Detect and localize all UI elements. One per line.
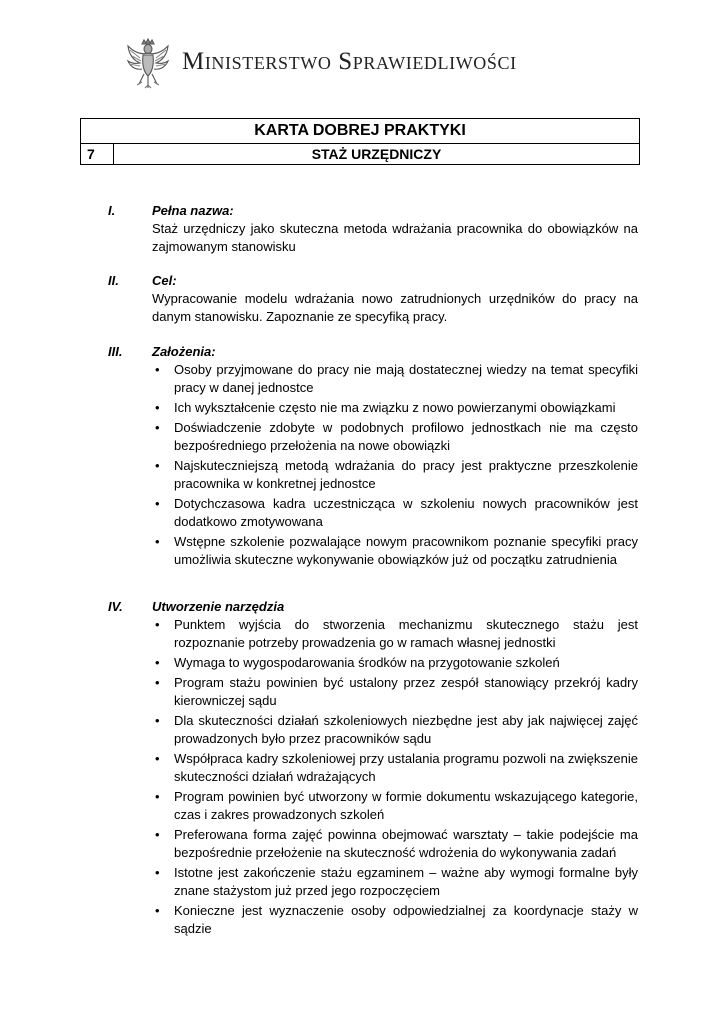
ministry-name: Ministerstwo Sprawiedliwości	[182, 48, 517, 75]
bullet-icon: •	[155, 751, 160, 766]
bullet-icon: •	[155, 789, 160, 804]
bullet-icon: •	[155, 903, 160, 918]
section-text: Wypracowanie modelu wdrażania nowo zatrudnionych urzędników do pracy na danym stanowisku. Zapoznanie ze specyfiką pracy.	[152, 291, 638, 324]
list-item: • Osoby przyjmowane do pracy nie mają dostatecznej wiedzy na temat specyfiki pracy w danej jednostce	[155, 362, 638, 395]
bullet-icon: •	[155, 713, 160, 728]
bullet-icon: •	[155, 400, 160, 415]
section-numeral: II.	[108, 273, 119, 288]
document-title: KARTA DOBREJ PRAKTYKI	[81, 119, 640, 144]
title-box	[80, 118, 640, 165]
section-numeral: I.	[108, 203, 116, 218]
bullet-icon: •	[155, 865, 160, 880]
list-item: • Dotychczasowa kadra uczestnicząca w szkoleniu nowych pracowników jest dodatkowo zmotywowana	[155, 496, 638, 529]
section-title: Utworzenie narzędzia	[152, 599, 285, 614]
list-item: • Wstępne szkolenie pozwalające nowym pracownikom poznanie specyfiki pracy umożliwia skuteczne wykonywanie obowiązków już od początku zatrudnienia	[155, 534, 638, 567]
list-item: • Program stażu powinien być ustalony przez zespół stanowiący przekrój kadry kierowniczej sądu	[155, 675, 638, 708]
section-title: Pełna nazwa:	[152, 203, 234, 218]
card-number: 7	[81, 144, 114, 165]
bullet-icon: •	[155, 362, 160, 377]
bullet-icon: •	[155, 420, 160, 435]
tool-creation-list	[152, 616, 638, 940]
bullet-icon: •	[155, 827, 160, 842]
list-item: • Program powinien być utworzony w formie dokumentu wskazującego kategorie, czas i zakres prowadzonych szkoleń	[155, 789, 638, 822]
section-numeral: III.	[108, 344, 123, 359]
section-title: Cel:	[152, 273, 177, 288]
document-subtitle: STAŻ URZĘDNICZY	[114, 144, 640, 165]
list-item: • Wymaga to wygospodarowania środków na przygotowanie szkoleń	[155, 655, 560, 670]
list-item: • Dla skuteczności działań szkoleniowych niezbędne jest aby jak najwięcej zajęć prowadzonych było przez pracowników sądu	[155, 713, 638, 746]
bullet-icon: •	[155, 655, 160, 670]
eagle-emblem-icon	[125, 38, 171, 90]
bullet-icon: •	[155, 675, 160, 690]
bullet-icon: •	[155, 617, 160, 632]
list-item: • Współpraca kadry szkoleniowej przy ustalania programu pozwoli na zwiększenie skuteczności działań wdrażających	[155, 751, 638, 784]
bullet-icon: •	[155, 534, 160, 549]
list-item: • Punktem wyjścia do stworzenia mechanizmu skutecznego stażu jest rozpoznanie potrzeby prowadzenia go w ramach własnej jednostki	[155, 617, 638, 650]
assumptions-list	[152, 361, 638, 571]
bullet-icon: •	[155, 458, 160, 473]
section-text: Staż urzędniczy jako skuteczna metoda wdrażania pracownika do obowiązków na zajmowanym stanowisku	[152, 221, 638, 254]
list-item: • Konieczne jest wyznaczenie osoby odpowiedzialnej za koordynacje staży w sądzie	[155, 903, 638, 936]
list-item: • Najskuteczniejszą metodą wdrażania do pracy jest praktyczne przeszkolenie pracownika w konkretnej jednostce	[155, 458, 638, 491]
section-title: Założenia:	[152, 344, 216, 359]
bullet-icon: •	[155, 496, 160, 511]
section-numeral: IV.	[108, 599, 123, 614]
list-item: • Preferowana forma zajęć powinna obejmować warsztaty – takie podejście ma bezpośrednie przełożenie na skuteczność wdrożenia do wykonywania zadań	[155, 827, 638, 860]
page-header	[120, 36, 620, 92]
list-item: • Ich wykształcenie często nie ma związku z nowo powierzanymi obowiązkami	[155, 400, 616, 415]
list-item: • Istotne jest zakończenie stażu egzaminem – ważne aby wymogi formalne były znane stażystom już przed jego rozpoczęciem	[155, 865, 638, 898]
list-item: • Doświadczenie zdobyte w podobnych profilowo jednostkach nie ma często bezpośredniego przełożenia na nowe obowiązki	[155, 420, 638, 453]
